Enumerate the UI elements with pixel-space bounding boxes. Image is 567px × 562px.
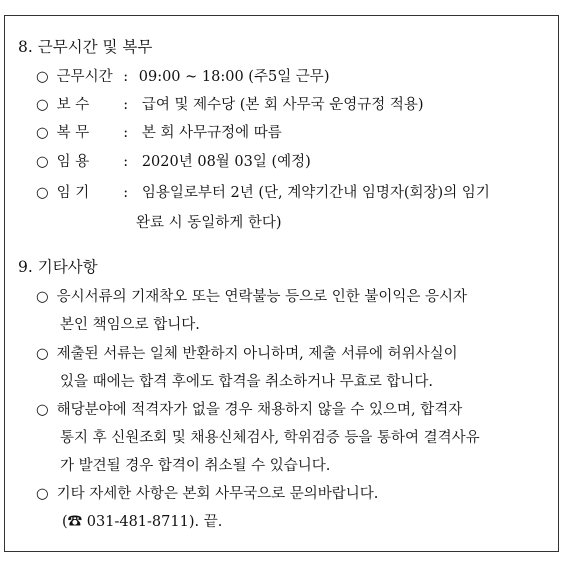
- notice-item-1-line-2: 본인 책임으로 합니다.: [60, 317, 200, 333]
- colon-separator: :: [123, 97, 129, 113]
- circle-bullet-icon: ○: [36, 154, 49, 170]
- circle-bullet-icon: ○: [36, 486, 49, 502]
- notice-item-2-line-1: 제출된 서류는 일체 반환하지 아니하며, 제출 서류에 허위사실이: [56, 346, 458, 362]
- colon-separator: :: [123, 154, 129, 170]
- notice-item-4-line-1: 기타 자세한 사항은 본회 사무국으로 문의바랍니다.: [56, 486, 379, 502]
- section-9-heading: 9. 기타사항: [18, 258, 98, 276]
- notice-item-3-line-3: 가 발견될 경우 합격이 취소될 수 있습니다.: [60, 458, 331, 474]
- notice-item-1: [36, 287, 546, 307]
- work-hours-term: 근무시간: [56, 69, 113, 85]
- salary-term: 보 수: [56, 97, 90, 113]
- circle-bullet-icon: ○: [36, 289, 49, 305]
- notice-item-4: [36, 484, 378, 504]
- salary-row: [36, 95, 424, 115]
- circle-bullet-icon: ○: [36, 185, 49, 201]
- colon-separator: :: [123, 69, 129, 85]
- term-value-continued: 완료 시 동일하게 한다): [136, 215, 282, 231]
- notice-item-3-line-1: 해당분야에 적격자가 없을 경우 채용하지 않을 수 있으며, 합격자: [56, 402, 463, 418]
- term-value: 임용일로부터 2년 (단, 계약기간내 임명자(회장)의 임기: [141, 185, 490, 201]
- appointment-value: 2020년 08월 03일 (예정): [141, 154, 311, 170]
- term-term: 임 기: [56, 185, 90, 201]
- service-term: 복 무: [56, 125, 90, 141]
- notice-item-3-line-2: 통지 후 신원조회 및 채용신체검사, 학위검증 등을 통하여 결격사유: [60, 430, 480, 446]
- salary-value: 급여 및 제수당 (본 회 사무국 운영규정 적용): [141, 97, 424, 113]
- appointment-row: [36, 152, 311, 172]
- section-8-heading: 8. 근무시간 및 복무: [18, 38, 153, 56]
- circle-bullet-icon: ○: [36, 402, 49, 418]
- service-value: 본 회 사무규정에 따름: [141, 125, 282, 141]
- term-row: [36, 183, 490, 203]
- notice-item-2: [36, 344, 546, 364]
- work-hours-value: 09:00 ~ 18:00 (주5일 근무): [138, 69, 330, 85]
- colon-separator: :: [123, 185, 129, 201]
- circle-bullet-icon: ○: [36, 125, 49, 141]
- circle-bullet-icon: ○: [36, 97, 49, 113]
- work-hours-row: [36, 67, 329, 87]
- colon-separator: :: [123, 125, 129, 141]
- appointment-term: 임 용: [56, 154, 90, 170]
- circle-bullet-icon: ○: [36, 69, 49, 85]
- circle-bullet-icon: ○: [36, 346, 49, 362]
- service-row: [36, 123, 282, 143]
- notice-item-1-line-1: 응시서류의 기재착오 또는 연락불능 등으로 인한 불이익은 응시자: [56, 289, 468, 305]
- notice-item-3: [36, 400, 546, 420]
- notice-item-2-line-2: 있을 때에는 합격 후에도 합격을 취소하거나 무효로 합니다.: [60, 374, 434, 390]
- contact-phone: (☎ 031-481-8711). 끝.: [62, 514, 223, 530]
